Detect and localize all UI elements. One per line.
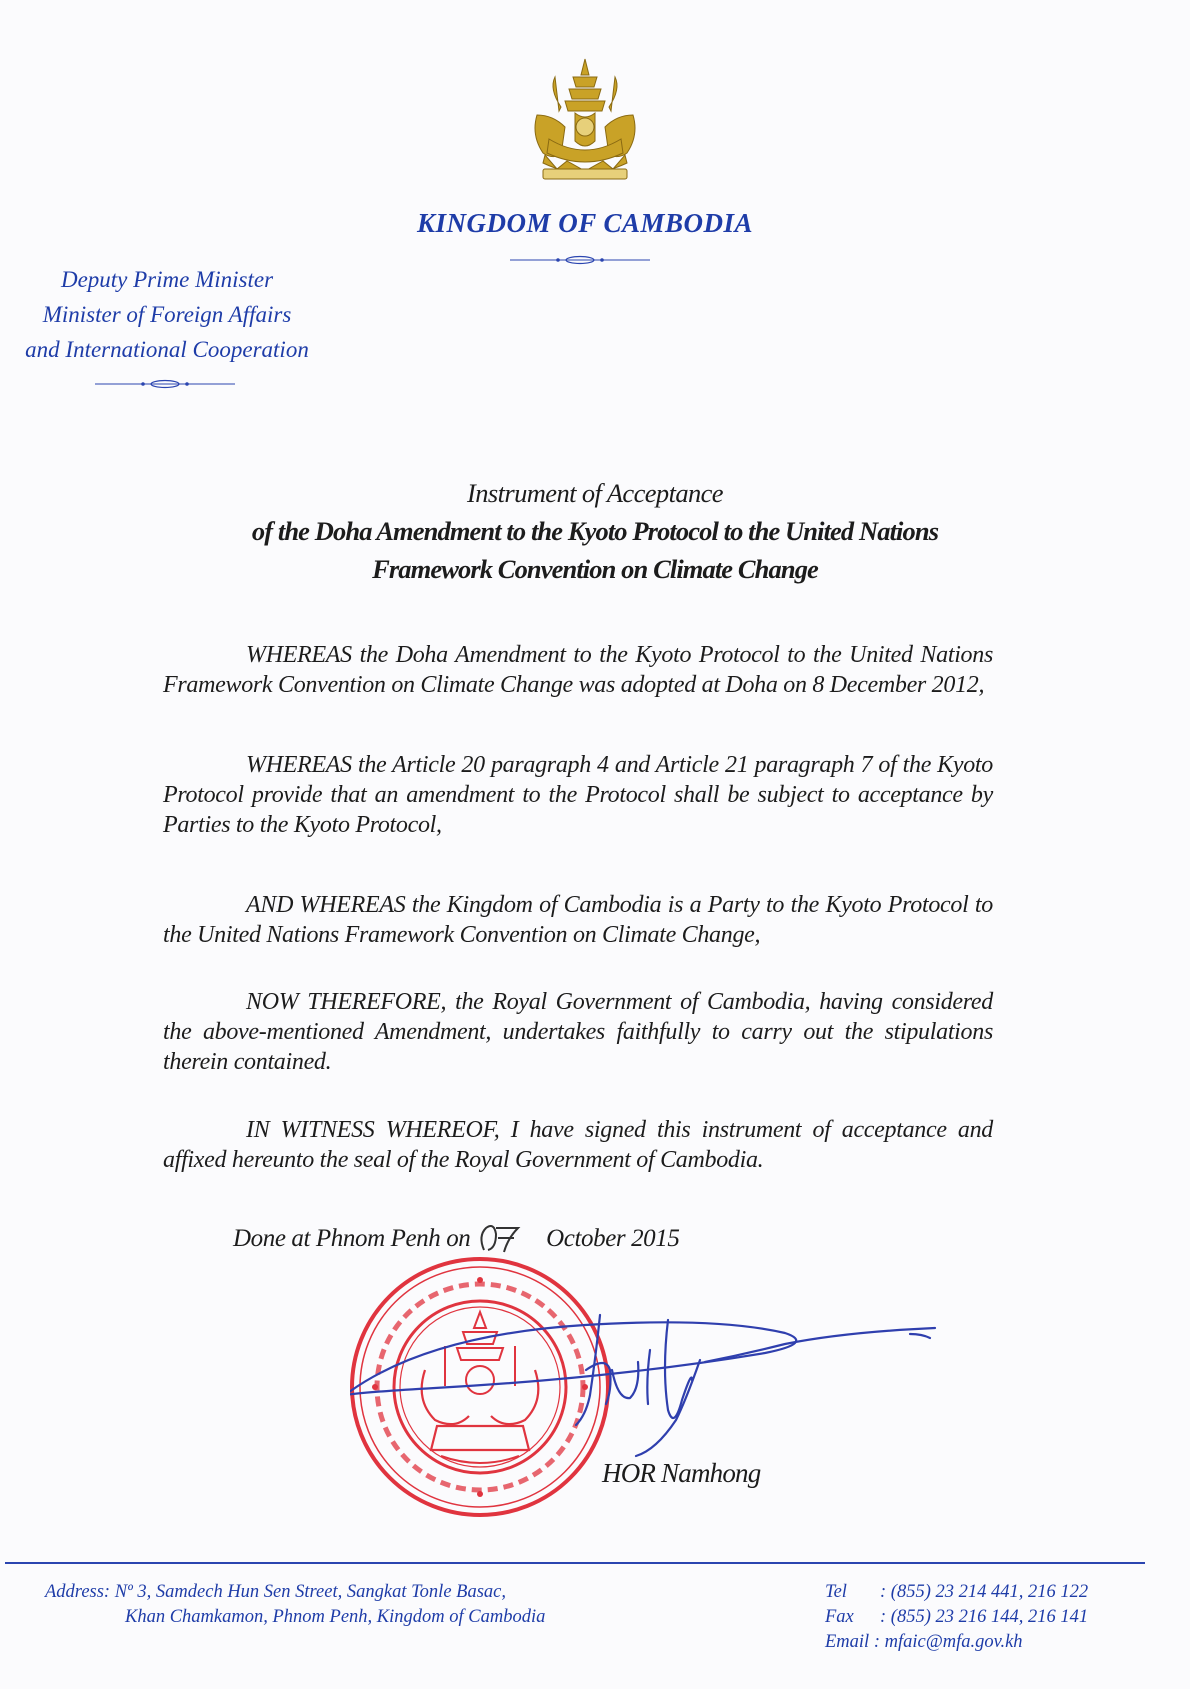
signer-name: HOR Namhong — [602, 1458, 761, 1488]
signature — [350, 1300, 950, 1470]
tel-label: Tel — [825, 1582, 847, 1602]
tel-row — [825, 1580, 1155, 1605]
paragraph-whereas-doha: WHEREAS the Doha Amendment to the Kyoto Protocol to the United Nations Framework Convention on Climate Change was adopted at Doha on 8 December 2012, — [163, 642, 993, 698]
month-year-text: October 2015 — [546, 1225, 680, 1252]
title-line: of the Doha Amendment to the Kyoto Protocol to the United Nations — [251, 516, 939, 546]
ministry-line: and International Cooperation — [25, 337, 309, 362]
address-label: Address: — [45, 1582, 111, 1602]
title-line: Instrument of Acceptance — [467, 478, 723, 508]
paragraph-in-witness: IN WITNESS WHEREOF, I have signed this instrument of acceptance and affixed hereunto the seal of the Royal Government of Cambodia. — [163, 1117, 993, 1173]
fax-row — [825, 1605, 1155, 1630]
handwritten-day-icon — [476, 1220, 536, 1254]
email-value: : mfaic@mfa.gov.kh — [873, 1632, 1023, 1652]
email-label: Email — [825, 1632, 870, 1652]
fax-label: Fax — [825, 1607, 854, 1627]
ministry-line: Deputy Prime Minister — [60, 267, 274, 292]
country-title: KINGDOM OF CAMBODIA — [416, 208, 754, 238]
ministry-line: Minister of Foreign Affairs — [42, 302, 292, 327]
document-title — [150, 474, 1040, 588]
paragraph-and-whereas: AND WHEREAS the Kingdom of Cambodia is a Party to the Kyoto Protocol to the United Nations Framework Convention on Climate Change, — [163, 892, 993, 948]
ministry-letterhead — [8, 262, 326, 367]
document-body — [163, 640, 993, 1225]
email-row — [825, 1630, 1155, 1655]
place-date-line — [233, 1220, 679, 1254]
paragraph-whereas-article: WHEREAS the Article 20 paragraph 4 and Article 21 paragraph 7 of the Kyoto Protocol provide that an amendment to the Protocol shall be subject to acceptance by Parties to the Kyoto Protocol, — [163, 752, 993, 838]
fax-value: : (855) 23 216 144, 216 141 — [880, 1607, 1089, 1627]
handwritten-day — [476, 1220, 540, 1254]
footer-divider — [5, 1562, 1145, 1564]
done-at-text: Done at Phnom Penh on — [233, 1225, 471, 1252]
royal-crest-icon — [515, 55, 655, 190]
title-line: Framework Convention on Climate Change — [372, 554, 818, 584]
address-line-2: Khan Chamkamon, Phnom Penh, Kingdom of Cambodia — [125, 1607, 546, 1627]
footer-contact — [825, 1580, 1155, 1655]
address-line — [45, 1580, 645, 1605]
tel-value: : (855) 23 214 441, 216 122 — [880, 1582, 1089, 1602]
paragraph-now-therefore: NOW THEREFORE, the Royal Government of Cambodia, having considered the above-mentioned Amendment, undertakes faithfully to carry out the stipulations therein contained. — [163, 989, 993, 1075]
ornament-divider-icon — [95, 378, 235, 390]
footer-address — [45, 1580, 645, 1630]
ornament-divider-icon — [510, 254, 650, 266]
address-line-1: Nº 3, Samdech Hun Sen Street, Sangkat Tonle Basac, — [114, 1582, 506, 1602]
